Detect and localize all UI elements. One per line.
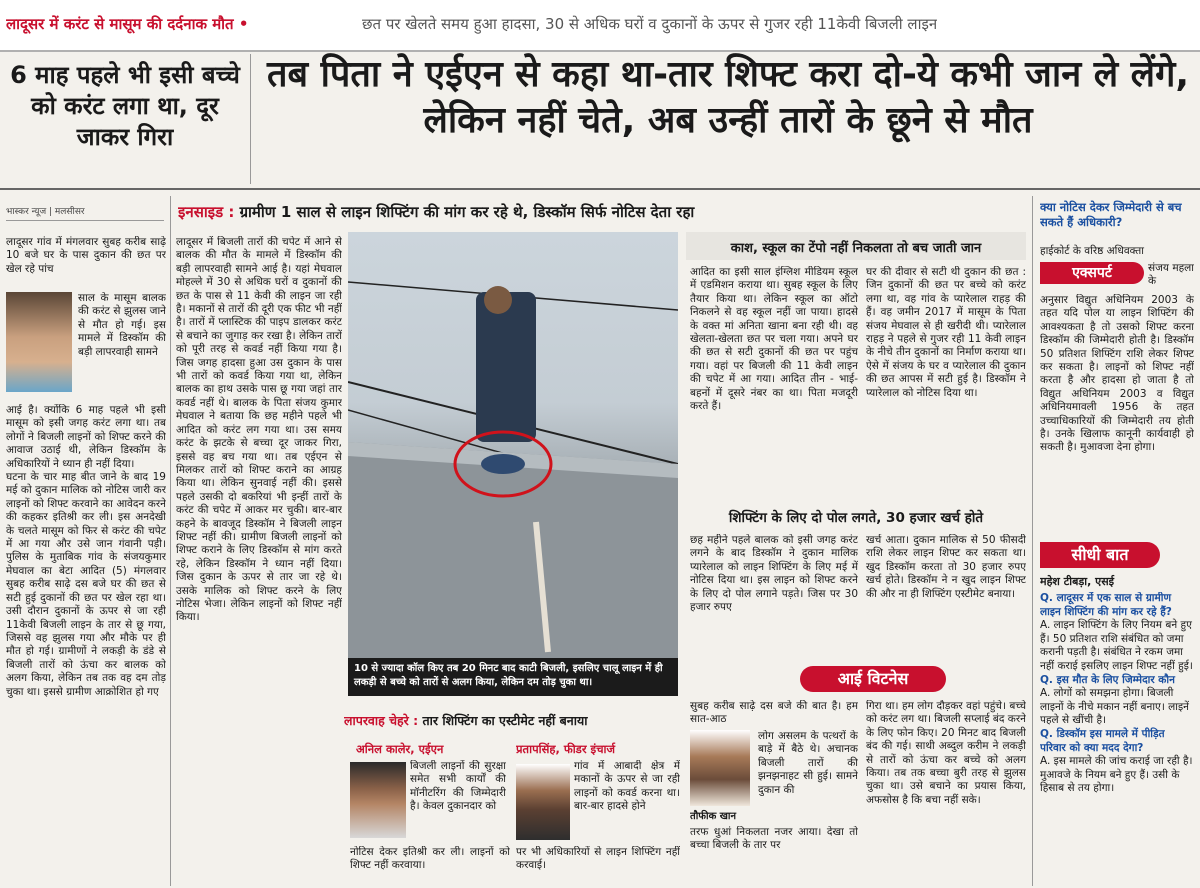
shifting-right: खर्च आता। दुकान मालिक से 50 फीसदी राशि लेकर लाइन शिफ्ट कर सकता था। खुद डिस्कॉम करता तो 30 हजार रुपए खर्च होते। डिस्कॉम ने न खुद लाइन शिफ्ट की और ना ही शिफ्टिंग एस्टीमेट बनाया।	[866, 534, 1026, 600]
shifting-heading: शिफ्टिंग के लिए दो पोल लगते, 30 हजार खर्च होते	[728, 510, 984, 526]
main-headline: तब पिता ने एईएन से कहा था-तार शिफ्ट करा दो-ये कभी जान ले लेंगे, लेकिन नहीं चेते, अब उन्हीं तारों के छूने से मौत	[266, 54, 1190, 141]
witness-left-tail: तरफ धुआं निकलता नजर आया। देखा तो बच्चा बिजली के तार पर	[690, 826, 858, 852]
qa-question: Q. डिस्कॉम इस मामले में पीड़ित परिवार को क्या मदद देगा?	[1040, 727, 1165, 754]
byline: भास्कर न्यूज | मलसीसर	[6, 207, 85, 217]
incident-scene	[348, 232, 678, 658]
anil-photo	[350, 762, 406, 838]
qa-item	[1040, 674, 1194, 728]
witness-photo	[690, 730, 750, 806]
inside-label: इनसाइड :	[178, 203, 235, 221]
photo-caption: 10 से ज्यादा कॉल किए तब 20 मिनट बाद काटी बिजली, इसलिए चालू लाइन में ही लकड़ी से बच्चे को तारों से अलग किया, लेकिन दम तोड़ चुका था।	[348, 658, 678, 696]
witness-lead: सुबह करीब साढ़े दस बजे की बात है। हम सात-आठ	[690, 700, 858, 726]
direct-badge: सीधी बात	[1040, 542, 1160, 568]
expert-name: संजय महला के	[1148, 262, 1194, 288]
pratap-photo	[516, 764, 570, 840]
witness-right: गिरा था। हम लोग दौड़कर वहां पहुंचे। बच्चे को करंट लग था। बिजली सप्लाई बंद करने के लिए फोन किए। 20 मिनट बाद बिजली बंद की गई। साथी अब्दुल करीम ने लकड़ी से तारों को ऊंचा कर बच्चे को अलग किया। तब तक बच्चा बुरी तरह से झुलस चुका था। उसे बचाने का प्रयास किया, अफसोस है कि बचा नहीं सके।	[866, 700, 1026, 806]
anil-name: अनिल कालेर, एईएन	[356, 742, 444, 756]
qa-item	[1040, 728, 1194, 796]
pratap-quote-tail: पर भी अधिकारियों से लाइन शिफ्टिंग नहीं करवाई।	[516, 846, 680, 872]
anil-quote-tail: नोटिस देकर इतिश्री कर ली। लाइनों को शिफ्ट नहीं करवाया।	[350, 846, 510, 872]
qa-question: Q. इस मौत के लिए जिम्मेदार कौन	[1040, 673, 1175, 686]
qa-answer: A. लोगों को समझना होगा। बिजली लाइनों के नीचे मकान नहीं बनाए। लाइनें पहले से खींची है।	[1040, 687, 1190, 727]
school-right: घर की दीवार से सटी थी दुकान की छत : जिन दुकानों की छत पर बच्चे को करंट लगा था, वह गांव के प्यारेलाल राहड़ की हैं। वह जमीन 2017 में मासूम के पिता संजय मेघवाल से ही खरीदी थी। प्यारेलाल राहड़ ने पहले से गुजर रही 11 केवी लाइन के नीचे तीन दुकानों का निर्माण कराया था। ऐसे में संजय के घर व प्यारेलाल की दुकान की छत आपस में सटी हुई है। डिस्कॉम ने प्यारेलाल को नोटिस दिया था।	[866, 266, 1026, 399]
expert-question: क्या नोटिस देकर जिम्मेदारी से बच सकते हैं अधिकारी?	[1040, 200, 1182, 229]
kicker-subhead: छत पर खेलते समय हुआ हादसा, 30 से अधिक घरों व दुकानों के ऊपर से गुजर रही 11केवी बिजली लाइन	[362, 15, 938, 33]
kicker-tag: लादूसर में करंट से मासूम की दर्दनाक मौत •	[6, 15, 249, 33]
shifting-left: छह महीने पहले बालक को इसी जगह करंट लगने के बाद डिस्कॉम ने दुकान मालिक प्यारेलाल को लाइन शिफ्टिंग के लिए मई में नोटिस दिया था। इस लाइन को शिफ्ट करने के लिए दो पोल लगाने पड़ते। जिस पर 30 हजार रुपए	[690, 534, 858, 614]
col-divider	[170, 196, 171, 886]
inside-text: ग्रामीण 1 साल से लाइन शिफ्टिंग की मांग कर रहे थे, डिस्कॉम सिर्फ नोटिस देता रहा	[239, 203, 695, 221]
col2-body: लादूसर में बिजली तारों की चपेट में आने से बालक की मौत के मामले में डिस्कॉम की बड़ी लापरवाही सामने आई है। यहां मेघवाल मोहल्ले में 30 से अधिक घरों व दुकानों की छत के पास से 11 केवी की लाइन जा रही है। मकानों से तारों की दूरी एक फीट भी नहीं है। तारों में प्लास्टिक की पाइप डालकर करंट से बचाने का जुगाड़ कर रखा है। लेकिन तारों को पूरी तरह से कवर्ड नहीं किया गया है। जिस जगह हादसा हुआ उस दुकान के पास भी तारों को कवर्ड किया गया था, लेकिन बालक का हाथ उसके पास छू गया जहां तार कवर्ड नहीं थे। बालक के पिता संजय कुमार मेघवाल ने बताया कि छह महीने पहले भी आदित को करंट लग गया था। उस समय करंट के झटके से बच्चा दूर जाकर गिरा, इससे वह बच गया था। तब एईएन से मिलकर तारों को शिफ्ट कराने का आग्रह किया था। लेकिन सुनवाई नहीं की। इससे पहले उसकी दो बकरियां भी इन्हीं तारों के करंट की चपेट में आकर मर चुकी। बार-बार कहने के बावजूद डिस्कॉम ने बिजली लाइन शिफ्ट नहीं की। ग्रामीण बिजली लाइनों को शिफ्ट कराने के लिए डिस्कॉम से मांग करते रहे, लेकिन डिस्कॉम ने ध्यान नहीं दिया। जिस दुकान के ऊपर से तार जा रहे थे। उसके मालिक को शिफ्ट करने के लिए नोटिस भेजा। लेकिन लाइनों को शिफ्ट नहीं किया।	[176, 236, 342, 624]
careless-heading	[344, 712, 682, 729]
child-photo	[6, 292, 72, 392]
school-left: आदित का इसी साल इंग्लिश मीडियम स्कूल में एडमिशन कराया था। सुबह स्कूल के लिए तैयार किया था। लेकिन स्कूल का ऑटो निकलने से वह स्कूल नहीं जा पाया। हादसे के वक्त मां अनिता खाना बना रही थी। वह खेलता-खेलता छत पर चला गया। अपने घर की छत से सटी दुकानों की छत पर पहुंच गया। वहां पर बिजली की 11 केवी लाइन की चपेट में आ गया। आदित तीन - भाई- बहनों में दूसरे नंबर का था। पिता मजदूरी करते हैं।	[690, 266, 858, 413]
pratap-quote: गांव में आबादी क्षेत्र में मकानों के ऊपर से जा रही लाइनों को कवर्ड करना था। बार-बार हादसे होने	[574, 760, 680, 813]
pratap-name: प्रतापसिंह, फीडर इंचार्ज	[516, 742, 616, 756]
witness-caption: तौफीक खान	[690, 811, 737, 822]
col1-body: आई है। क्योंकि 6 माह पहले भी इसी मासूम को इसी जगह करंट लगा था। तब लोगों ने बिजली लाइनों को शिफ्ट करने की आवाज उठाई थी, लेकिन डिस्कॉम के अधिकारियों ने ध्यान ही नहीं दिया। घटना के चार माह बीत जाने के बाद 19 मई को दुकान मालिक को नोटिस जारी कर लाइनों को शिफ्ट करवाने का आवेदन करने की कहकर इतिश्री कर ली। इस अनदेखी के चलते मासूम को फिर से करंट की चपेट में आ गया और उसे जान गंवानी पड़ी। पुलिस के मुताबिक गांव के संजयकुमार मेघवाल का बेटा आदित (5) मंगलवार सुबह करीब साढ़े दस बजे घर की छत से सटी हुई दुकानों की छत पर खेल रहा था। उसी दौरान दुकानों के ऊपर से जा रही 11केवी बिजली लाइन के तार से छू गया, जिससे वह झुलस गया और मौके पर ही मौत हो गई। ग्रामीणों ने लकड़ी के डंडे से बिजली तारों को ऊंचा कर बालक को अलग किया, लेकिन तब तक वह दम तोड़ चुका था। इससे ग्रामीण आक्रोशित हो गए	[6, 404, 166, 698]
direct-who: महेश टीबड़ा, एसई	[1040, 575, 1115, 588]
incident-photo	[348, 232, 678, 658]
headline-divider	[250, 54, 251, 184]
side-headline: 6 माह पहले भी इसी बच्चे को करंट लगा था, दूर जाकर गिरा	[10, 61, 240, 151]
byline-rule	[6, 220, 164, 221]
col1-wrap: साल के मासूम बालक की करंट से झुलस जाने से मौत हो गई। इस मामले में डिस्कॉम की बड़ी लापरवाही सामने	[78, 292, 166, 358]
qa-answer: A. लाइन शिफ्टिंग के लिए नियम बने हुए हैं। 50 प्रतिशत राशि संबंधित को जमा करानी पड़ती है। संबंधित ने रकम जमा नहीं कराई इसलिए लाइन शिफ्ट नहीं हुई।	[1040, 619, 1193, 672]
expert-intro: हाईकोर्ट के वरिष्ठ अधिवक्ता	[1040, 245, 1145, 257]
right-divider	[1032, 196, 1033, 886]
inside-strip	[178, 202, 1038, 222]
qa-item	[1040, 592, 1194, 674]
qa-question: Q. लादूसर में एक साल से ग्रामीण लाइन शिफ्टिंग की मांग कर रहे हैं?	[1040, 592, 1172, 618]
expert-badge: एक्सपर्ट	[1040, 262, 1144, 284]
witness-left: लोग असलम के पत्थरों के बाड़े में बैठे थे। अचानक बिजली तारों की झनझनाहट सी हुई। सामने दुकान की	[758, 730, 858, 796]
expert-body: अनुसार विद्युत अधिनियम 2003 के तहत यदि पोल या लाइन शिफ्टिंग की आवश्यकता है तो उसको शिफ्ट करना डिस्कॉम की जिम्मेदारी होती है। डिस्कॉम 50 प्रतिशत शिफ्टिंग राशि लेकर शिफ्ट कर सकता है। लाइनों को शिफ्ट नहीं करता है और हादसा हो जाता है तो विद्युत अधिनियम 2003 व विद्युत अधिनियमावली 1956 के तहत उच्चाधिकारियों की जिम्मेदारी तय होती है। उनके खिलाफ कानूनी कार्यवाही हो सकती है। मुआवजा देना होगा।	[1040, 294, 1194, 454]
witness-badge: आई विटनेस	[800, 666, 946, 692]
careless-label: लापरवाह चेहरे :	[344, 713, 419, 728]
headline-rule	[0, 188, 1200, 190]
school-heading: काश, स्कूल का टेंपो नहीं निकलता तो बच जाती जान	[730, 241, 982, 256]
col1-lead: लादूसर गांव में मंगलवार सुबह करीब साढ़े 10 बजे घर के पास दुकान की छत पर खेल रहे पांच	[6, 236, 166, 275]
qa-answer: A. इस मामले की जांच कराई जा रही है। मुआवजे के नियम बने हुए हैं। उसी के हिसाब से तय होगा।	[1040, 755, 1193, 795]
direct-qa	[1040, 592, 1194, 884]
anil-quote: बिजली लाइनों की सुरक्षा समेत सभी कार्यों की मॉनीटरिंग की जिम्मेदारी है। केवल दुकानदार को	[410, 760, 506, 813]
careless-text: तार शिफ्टिंग का एस्टीमेट नहीं बनाया	[422, 713, 588, 728]
